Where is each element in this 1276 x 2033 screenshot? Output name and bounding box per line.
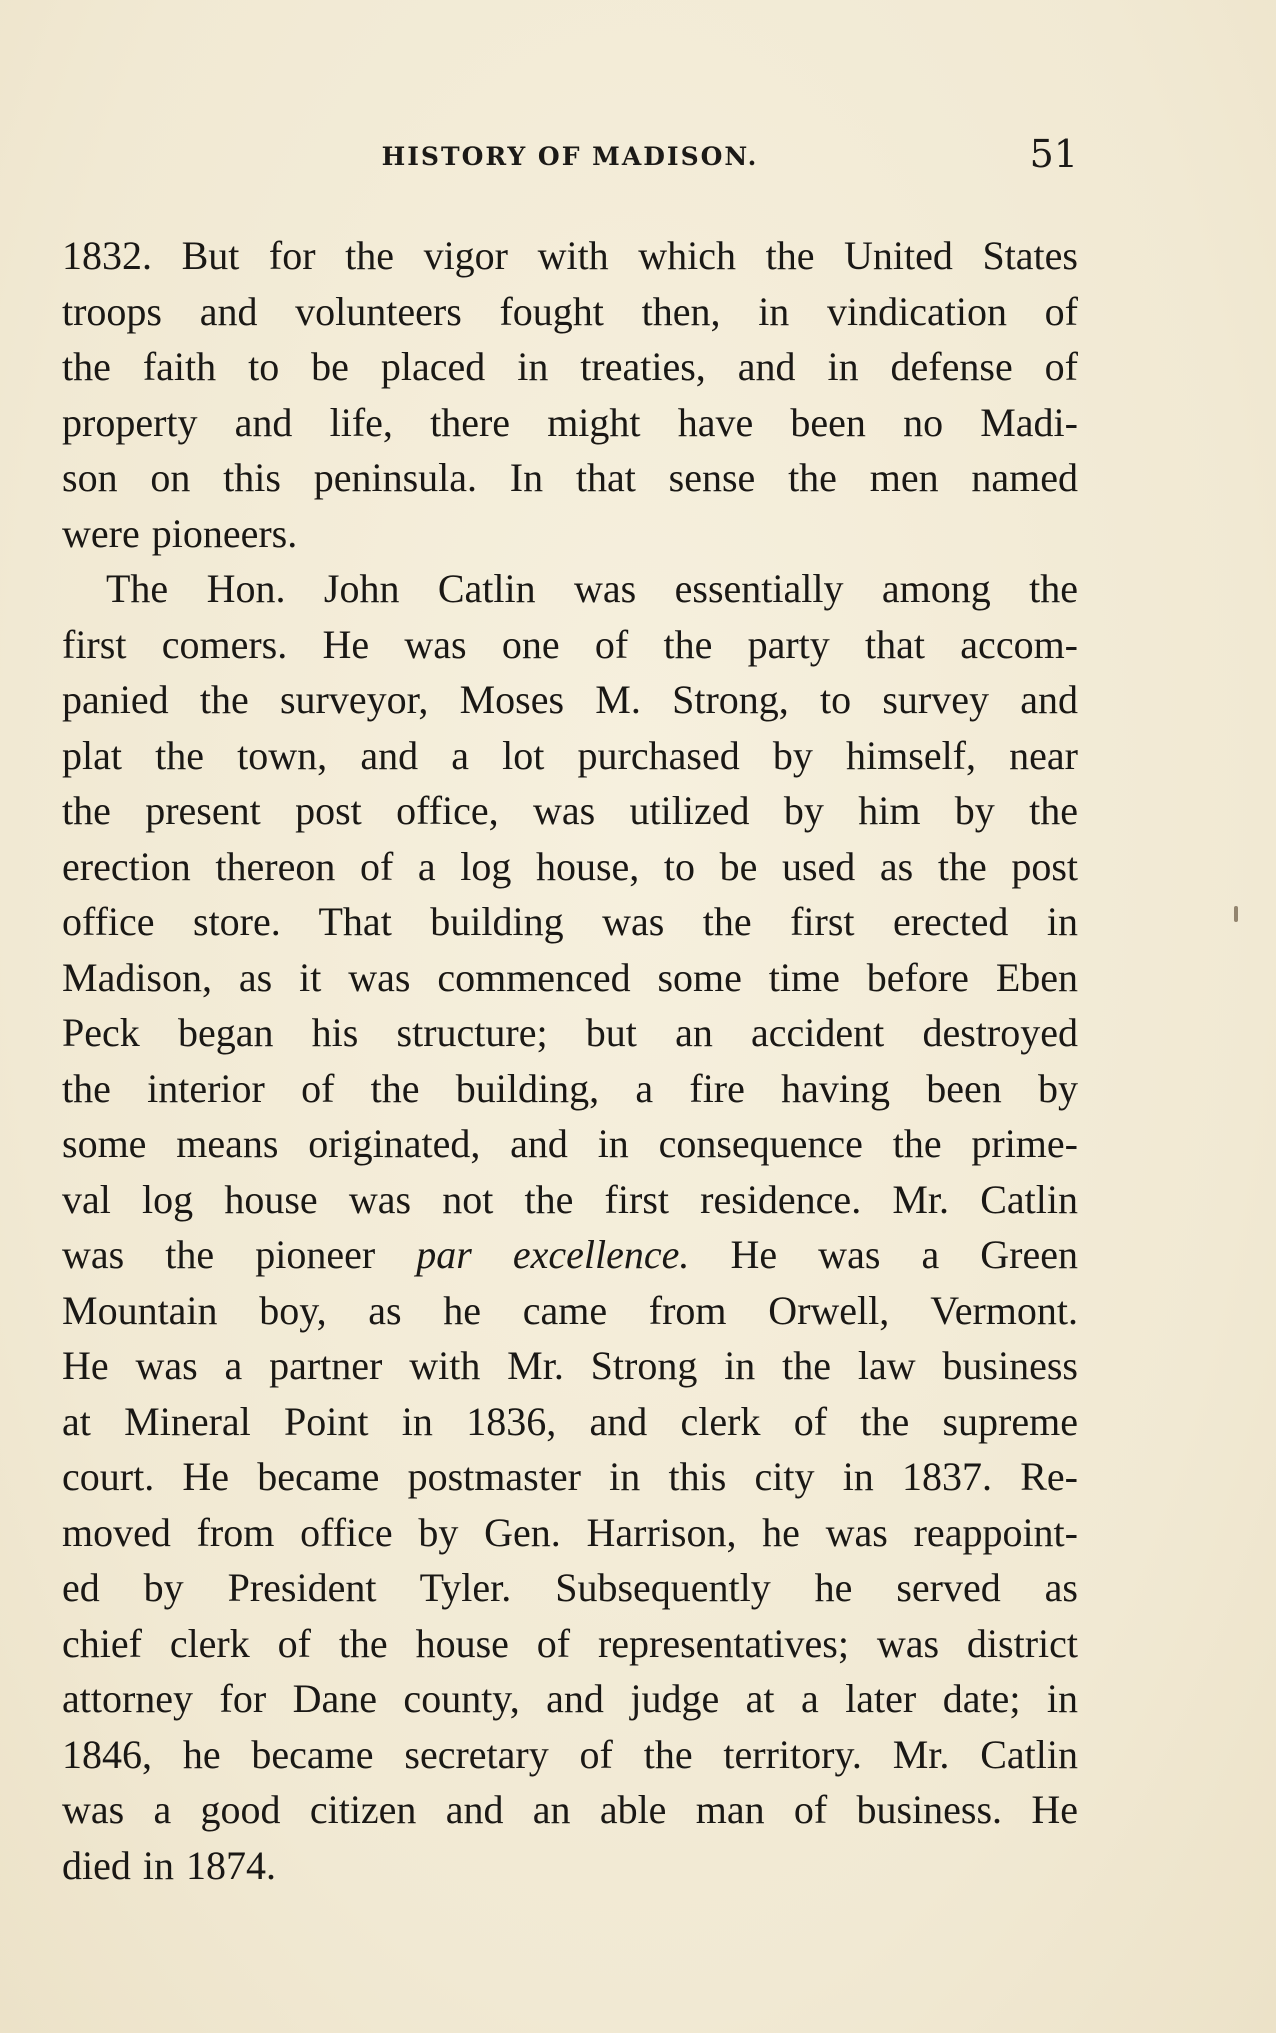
text-line: first comers. He was one of the party that accom-	[62, 621, 1078, 667]
text-line: were pioneers.	[62, 510, 298, 556]
text-line: court. He became postmaster in this city in 1837. Re-	[62, 1454, 1078, 1499]
text-line: chief clerk of the house of representatives; was district	[62, 1620, 1078, 1666]
italic-phrase: par excellence.	[416, 1232, 690, 1277]
text-line: plat the town, and a lot purchased by himself, near	[62, 732, 1078, 778]
text-line: moved from office by Gen. Harrison, he was reappoint-	[62, 1509, 1078, 1555]
text-line: the interior of the building, a fire having been by	[62, 1065, 1078, 1111]
text-line-italic-phrase	[62, 1227, 1078, 1283]
text-line: was a good citizen and an able man of business. He	[62, 1787, 1078, 1832]
text-segment: He was a Green	[689, 1232, 1078, 1277]
text-line: Madison, as it was commenced some time before Eben	[62, 954, 1078, 1000]
text-line: val log house was not the first residence. Mr. Catlin	[62, 1176, 1078, 1222]
text-line: 1832. But for the vigor with which the United States	[62, 233, 1078, 278]
body-text	[62, 228, 1078, 1893]
text-segment: was the pioneer	[62, 1232, 417, 1277]
text-line: at Mineral Point in 1836, and clerk of the supreme	[62, 1398, 1078, 1444]
text-line: property and life, there might have been no Madi-	[62, 399, 1078, 445]
text-line: ed by President Tyler. Subsequently he served as	[62, 1565, 1078, 1610]
text-line: 1846, he became secretary of the territory. Mr. Catlin	[62, 1731, 1078, 1777]
text-line: panied the surveyor, Moses M. Strong, to survey and	[62, 677, 1078, 722]
text-line: office store. That building was the first erected in	[62, 899, 1078, 944]
text-line: erection thereon of a log house, to be used as the post	[62, 843, 1078, 889]
text-line: son on this peninsula. In that sense the men named	[62, 455, 1078, 500]
text-line: The Hon. John Catlin was essentially among the	[106, 566, 1078, 611]
running-head	[62, 132, 1078, 188]
margin-ink-mark	[1234, 906, 1238, 922]
text-line: troops and volunteers fought then, in vindication of	[62, 288, 1078, 334]
text-line: attorney for Dane county, and judge at a later date; in	[62, 1676, 1078, 1721]
text-line: the present post office, was utilized by him by the	[62, 788, 1078, 833]
text-line: died in 1874.	[62, 1842, 276, 1888]
text-line: Peck began his structure; but an accident destroyed	[62, 1010, 1078, 1055]
text-line: He was a partner with Mr. Strong in the law business	[62, 1343, 1078, 1388]
running-title: HISTORY OF MADISON.	[381, 142, 759, 171]
text-line: some means originated, and in consequence the prime-	[62, 1121, 1078, 1166]
page-number: 51	[1029, 132, 1078, 176]
text-line: Mountain boy, as he came from Orwell, Vermont.	[62, 1287, 1078, 1333]
text-line: the faith to be placed in treaties, and in defense of	[62, 344, 1078, 389]
